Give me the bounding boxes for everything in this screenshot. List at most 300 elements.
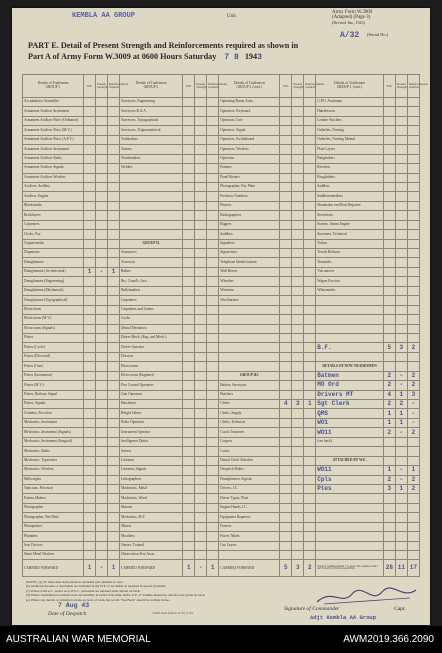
trade-name: Electricians (Engineer) [120, 371, 183, 380]
trade-name: Carpenters [120, 296, 183, 305]
table-row [23, 305, 420, 314]
trade-name: Fitters (Gun) [23, 362, 84, 371]
we-cell [84, 201, 96, 210]
present-strength-cell [195, 352, 207, 361]
reinforcements-cell [207, 418, 219, 427]
we-cell [280, 107, 292, 116]
reinforcements-cell [304, 220, 316, 229]
we-cell [383, 249, 395, 258]
trade-name: Accumulator Assembler [23, 98, 84, 107]
present-strength-cell [195, 484, 207, 493]
table-row [23, 437, 420, 446]
we-cell [84, 135, 96, 144]
present-strength-cell [292, 418, 304, 427]
we-cell [280, 230, 292, 239]
present-strength-cell [292, 239, 304, 248]
column-header-details: Details of Tradesmen [37, 81, 69, 86]
trade-name: Orderlies, Nursing Mental [316, 135, 384, 144]
we-cell [280, 447, 292, 456]
reinforcements-cell [407, 230, 419, 239]
trade-name: Whitesmiths [316, 286, 384, 295]
table-row [23, 494, 420, 503]
we-cell [280, 98, 292, 107]
present-strength-cell [292, 409, 304, 418]
form-revised: (Revised Jan., 1943) [332, 20, 365, 25]
trade-name: WO1 [316, 418, 384, 427]
trade-name [120, 173, 183, 182]
trade-name: WO11 [316, 466, 384, 475]
reinforcements-cell [207, 466, 219, 475]
reinforcements-cell [304, 532, 316, 541]
present-strength-cell [195, 107, 207, 116]
table-row [23, 126, 420, 135]
trade-name [219, 333, 280, 342]
trade-name: Roughriders [316, 173, 384, 182]
trade-name: WO11 [316, 428, 384, 437]
we-cell [183, 135, 195, 144]
we-cell [183, 362, 195, 371]
present-strength-cell [395, 107, 407, 116]
reinforcements-cell: 1 [407, 466, 419, 475]
archive-footer [0, 626, 442, 653]
trade-name: Draughtsmen (Engineering) [23, 277, 84, 286]
signature-scribble [312, 586, 422, 608]
form-id [332, 10, 372, 25]
we-cell [84, 277, 96, 286]
reinforcements-cell [407, 258, 419, 267]
reinforcements-cell [108, 362, 120, 371]
present-strength-cell [292, 390, 304, 399]
carried-we: 5 [280, 560, 292, 577]
trade-name: Armament Artificer Signals [23, 164, 84, 173]
present-strength-cell [292, 305, 304, 314]
we-cell [183, 154, 195, 163]
reinforcements-cell [207, 277, 219, 286]
carried-forward-label: CARRIED FORWARD [23, 560, 84, 577]
present-strength-cell [195, 437, 207, 446]
present-strength-cell [96, 371, 108, 380]
we-cell [280, 466, 292, 475]
present-strength-cell [96, 333, 108, 342]
present-strength-cell [292, 211, 304, 220]
we-cell [280, 551, 292, 560]
reinforcements-cell [207, 135, 219, 144]
reinforcements-cell [108, 532, 120, 541]
reinforcements-cell [407, 220, 419, 229]
we-cell [383, 324, 395, 333]
reinforcements-cell [207, 182, 219, 191]
trade-name: Armourers [120, 249, 183, 258]
reinforcements-cell [207, 192, 219, 201]
we-cell [383, 494, 395, 503]
trade-name: Armament Artificer Fitter (M.V.) [23, 126, 84, 135]
we-cell [383, 522, 395, 531]
present-strength-cell [395, 447, 407, 456]
reinforcements-cell [304, 409, 316, 418]
trade-name: QMS [316, 409, 384, 418]
we-cell [280, 362, 292, 371]
present-strength-cell [96, 513, 108, 522]
present-strength-cell [96, 503, 108, 512]
trade-name: Engine Hands, I.C. [219, 503, 280, 512]
we-cell [84, 456, 96, 465]
trade-name: Wagon Erectors [316, 277, 384, 286]
reinforcements-cell [304, 173, 316, 182]
trade-name [316, 541, 384, 550]
column-header-we: W.E. [280, 75, 292, 98]
trade-name: Opticians [219, 154, 280, 163]
reinforcements-cell [207, 116, 219, 125]
trade-name: Coopers [219, 437, 280, 446]
we-cell [383, 201, 395, 210]
trade-name: Driver Mech. (Eng. and Mech.) [120, 333, 183, 342]
we-cell [183, 211, 195, 220]
column-header-present: Present Strength [395, 75, 407, 98]
trade-name: Artificer, Artillery [23, 182, 84, 191]
reinforcements-cell: 1 [108, 267, 120, 276]
reinforcements-cell [207, 475, 219, 484]
we-cell [383, 107, 395, 116]
trade-name: Clerks, Technical [219, 418, 280, 427]
we-cell [183, 343, 195, 352]
present-strength-cell: 1 [395, 409, 407, 418]
present-strength-cell [292, 324, 304, 333]
table-row [23, 503, 420, 512]
carried-we: 28 [383, 560, 395, 577]
we-cell [280, 249, 292, 258]
reinforcements-cell [407, 494, 419, 503]
trade-name: Fitters (Cycle) [23, 343, 84, 352]
trade-name: Gun Operators [120, 390, 183, 399]
trade-name: Stokers, Steam Engine [316, 220, 384, 229]
we-cell [383, 277, 395, 286]
trade-name: Bakers [120, 267, 183, 276]
table-row [23, 475, 420, 484]
trade-name: Millwrights [23, 475, 84, 484]
reinforcements-cell [407, 154, 419, 163]
present-strength-cell [195, 324, 207, 333]
present-strength-cell [195, 220, 207, 229]
trade-name: Electricians (M.V.) [23, 315, 84, 324]
we-cell [280, 409, 292, 418]
reinforcements-cell: 1 [304, 400, 316, 409]
reinforcements-cell [108, 305, 120, 314]
present-strength-cell [395, 201, 407, 210]
column-header-group: GROUP I. (cont.) [336, 85, 363, 89]
present-strength-cell [395, 437, 407, 446]
trade-name: Surveyors, Engineering [120, 98, 183, 107]
we-cell [280, 333, 292, 342]
present-strength-cell [96, 409, 108, 418]
we-cell [183, 390, 195, 399]
present-strength-cell [195, 230, 207, 239]
trade-name [120, 201, 183, 210]
trade-name: Hatchmen [120, 400, 183, 409]
we-cell [84, 192, 96, 201]
trade-name [316, 513, 384, 522]
present-strength-cell [395, 522, 407, 531]
trade-name: Clerks [219, 400, 280, 409]
trade-name: Painters [219, 164, 280, 173]
strength-table [22, 74, 428, 577]
trade-name: Mechanics, Typewriter [23, 456, 84, 465]
present-strength-cell [195, 315, 207, 324]
trade-name: Bricklayers [23, 211, 84, 220]
reinforcements-cell [108, 230, 120, 239]
present-strength-cell [292, 371, 304, 380]
present-strength-cell [292, 437, 304, 446]
we-cell [183, 551, 195, 560]
reinforcements-cell [207, 352, 219, 361]
serial-label: (Serial No.) [367, 32, 389, 37]
trade-name: G.P.O. Assistants [316, 98, 384, 107]
we-cell [183, 220, 195, 229]
we-cell [183, 173, 195, 182]
trade-name: Linemen, Signals [120, 466, 183, 475]
we-cell [183, 466, 195, 475]
we-cell [280, 352, 292, 361]
we-cell: 2 [383, 428, 395, 437]
trade-name: Masons [120, 503, 183, 512]
we-cell [383, 315, 395, 324]
reinforcements-cell [207, 551, 219, 560]
we-cell [383, 333, 395, 342]
present-strength-cell [195, 277, 207, 286]
trade-name: Surveyors R.A.A. [120, 107, 183, 116]
serial-number: A/32 [340, 31, 360, 40]
we-cell [383, 447, 395, 456]
present-strength-cell [395, 296, 407, 305]
reinforcements-cell [407, 211, 419, 220]
trade-name: Machinists, Metal [120, 484, 183, 493]
we-cell [383, 503, 395, 512]
trade-name: Signallers [219, 239, 280, 248]
trade-name: Miners [120, 522, 183, 531]
we-cell: 1 [84, 267, 96, 276]
reinforcements-cell [108, 352, 120, 361]
we-cell [183, 371, 195, 380]
we-cell [280, 126, 292, 135]
present-strength-cell [395, 324, 407, 333]
trade-name: Photographer, Dry Plate [219, 182, 280, 191]
present-strength-cell [395, 220, 407, 229]
notes-block [26, 580, 296, 602]
trade-name: Fire Control Operators [120, 381, 183, 390]
reinforcements-cell [304, 296, 316, 305]
reinforcements-cell [108, 315, 120, 324]
reinforcements-cell: 2 [407, 428, 419, 437]
we-cell [84, 249, 96, 258]
reinforcements-cell [407, 116, 419, 125]
notes-label: NOTES. [26, 580, 38, 584]
present-strength-cell [96, 532, 108, 541]
trade-name: Mechanics, Instrument [23, 418, 84, 427]
present-strength-cell [292, 201, 304, 210]
we-cell [183, 164, 195, 173]
present-strength-cell [292, 343, 304, 352]
trade-name: Tailors [316, 239, 384, 248]
trade-name: Fitters, Railway Signal [23, 390, 84, 399]
trade-name: Mechanics, M.T. [120, 513, 183, 522]
reinforcements-cell [207, 201, 219, 210]
we-cell [280, 192, 292, 201]
trade-name: Draughtsmen (Architectural) [23, 267, 84, 276]
table-row [23, 182, 420, 191]
note-5: (e) Where any details or remarks is made on back of form, the words "See Back" should be written in the... [26, 597, 172, 602]
trade-name [219, 324, 280, 333]
trade-name: Wheelers [219, 277, 280, 286]
table-row [23, 107, 420, 116]
carried-reinforcements: 17 [407, 560, 419, 577]
present-strength-cell [292, 362, 304, 371]
we-cell [84, 126, 96, 135]
reinforcements-cell: 2 [407, 343, 419, 352]
reinforcements-cell [108, 390, 120, 399]
we-cell [84, 551, 96, 560]
column-header-reinforcements: Reinforcements required [108, 75, 120, 98]
we-cell [84, 381, 96, 390]
archive-name: AUSTRALIAN WAR MEMORIAL [6, 634, 151, 645]
reinforcements-cell [108, 456, 120, 465]
table-row [23, 230, 420, 239]
we-cell [84, 494, 96, 503]
we-cell [280, 116, 292, 125]
reinforcements-cell [108, 201, 120, 210]
we-cell [84, 154, 96, 163]
we-cell [84, 315, 96, 324]
present-strength-cell [195, 362, 207, 371]
reinforcements-cell [207, 541, 219, 550]
trade-name: Rangetakers [316, 154, 384, 163]
we-cell [84, 145, 96, 154]
present-strength-cell [395, 116, 407, 125]
trade-name: Armament Artificer Instrument [23, 107, 84, 116]
we-cell [183, 428, 195, 437]
reinforcements-cell [207, 371, 219, 380]
reinforcements-cell [207, 154, 219, 163]
present-strength-cell [195, 381, 207, 390]
reinforcements-cell [108, 503, 120, 512]
we-cell [383, 296, 395, 305]
present-strength-cell [395, 239, 407, 248]
present-strength-cell [195, 522, 207, 531]
we-cell [84, 466, 96, 475]
reinforcements-cell: 2 [407, 475, 419, 484]
reinforcements-cell [304, 277, 316, 286]
reinforcements-cell [108, 135, 120, 144]
table-row [23, 551, 420, 560]
present-strength-cell [195, 428, 207, 437]
group-heading: ATTACHED BY W.E. [316, 456, 384, 465]
we-cell [280, 182, 292, 191]
present-strength-cell [395, 333, 407, 342]
table-row [23, 145, 420, 154]
reinforcements-cell [407, 324, 419, 333]
carried-present: - [96, 560, 108, 577]
reinforcements-cell [108, 126, 120, 135]
trade-name: Photographer [23, 503, 84, 512]
carried-reinforcements: 2 [304, 560, 316, 577]
we-cell [84, 343, 96, 352]
reinforcements-cell [108, 258, 120, 267]
trade-name: B.F. [316, 343, 384, 352]
reinforcements-cell [304, 135, 316, 144]
present-strength-cell [395, 267, 407, 276]
title-line2-text: Part A of Army Form W.3009 at 0600 Hours Saturday [28, 52, 217, 61]
reinforcements-cell [304, 267, 316, 276]
reinforcements-cell [407, 305, 419, 314]
present-strength-cell [96, 418, 108, 427]
we-cell [183, 484, 195, 493]
reinforcements-cell: 2 [407, 381, 419, 390]
we-cell [183, 126, 195, 135]
trade-name: Electricians (Signals) [23, 324, 84, 333]
we-cell [280, 239, 292, 248]
present-strength-cell [96, 447, 108, 456]
we-cell [280, 258, 292, 267]
column-header-trade [23, 75, 84, 98]
trade-name [120, 220, 183, 229]
column-header-we: W.E. [383, 75, 395, 98]
trade-name: Welders [120, 164, 183, 173]
trade-name: Assessors [120, 258, 183, 267]
reinforcements-cell [108, 522, 120, 531]
trade-name: Draughtsmen, Signals [219, 475, 280, 484]
we-cell [383, 362, 395, 371]
reinforcements-cell: 2 [407, 484, 419, 493]
trade-name [316, 305, 384, 314]
table-row [23, 154, 420, 163]
reinforcements-cell [304, 201, 316, 210]
signature-label: Signature of Commander [284, 606, 340, 612]
we-cell [84, 532, 96, 541]
reinforcements-cell [207, 296, 219, 305]
table-row [23, 249, 420, 258]
column-header-we: W.E. [84, 75, 96, 98]
reinforcements-cell [207, 362, 219, 371]
table-header-row [23, 75, 420, 98]
trade-name: Mechanics, Wireless [23, 466, 84, 475]
present-strength-cell: - [395, 475, 407, 484]
present-strength-cell [96, 164, 108, 173]
we-cell [84, 541, 96, 550]
present-strength-cell [292, 333, 304, 342]
trade-name: Shoemaker and Boot Repairer [316, 201, 384, 210]
column-header-trade [219, 75, 280, 98]
we-cell [84, 522, 96, 531]
trade-name: Fitters [23, 333, 84, 342]
trade-name: Hollo Operators [120, 418, 183, 427]
reinforcements-cell [304, 343, 316, 352]
we-cell [280, 154, 292, 163]
trade-name: Armament Artificer Fitter (A.F.V.) [23, 135, 84, 144]
we-cell [280, 173, 292, 182]
reinforcements-cell [207, 145, 219, 154]
reinforcements-cell [304, 475, 316, 484]
trade-name: Butchers [219, 390, 280, 399]
trade-name: Leather Stitchers [316, 116, 384, 125]
present-strength-cell [292, 182, 304, 191]
present-strength-cell [96, 249, 108, 258]
present-strength-cell [292, 192, 304, 201]
present-strength-cell [195, 390, 207, 399]
reinforcements-cell [304, 324, 316, 333]
trade-name: MO Ord [316, 381, 384, 390]
we-cell [183, 230, 195, 239]
present-strength-cell [395, 315, 407, 324]
present-strength-cell [195, 296, 207, 305]
present-strength-cell [395, 135, 407, 144]
